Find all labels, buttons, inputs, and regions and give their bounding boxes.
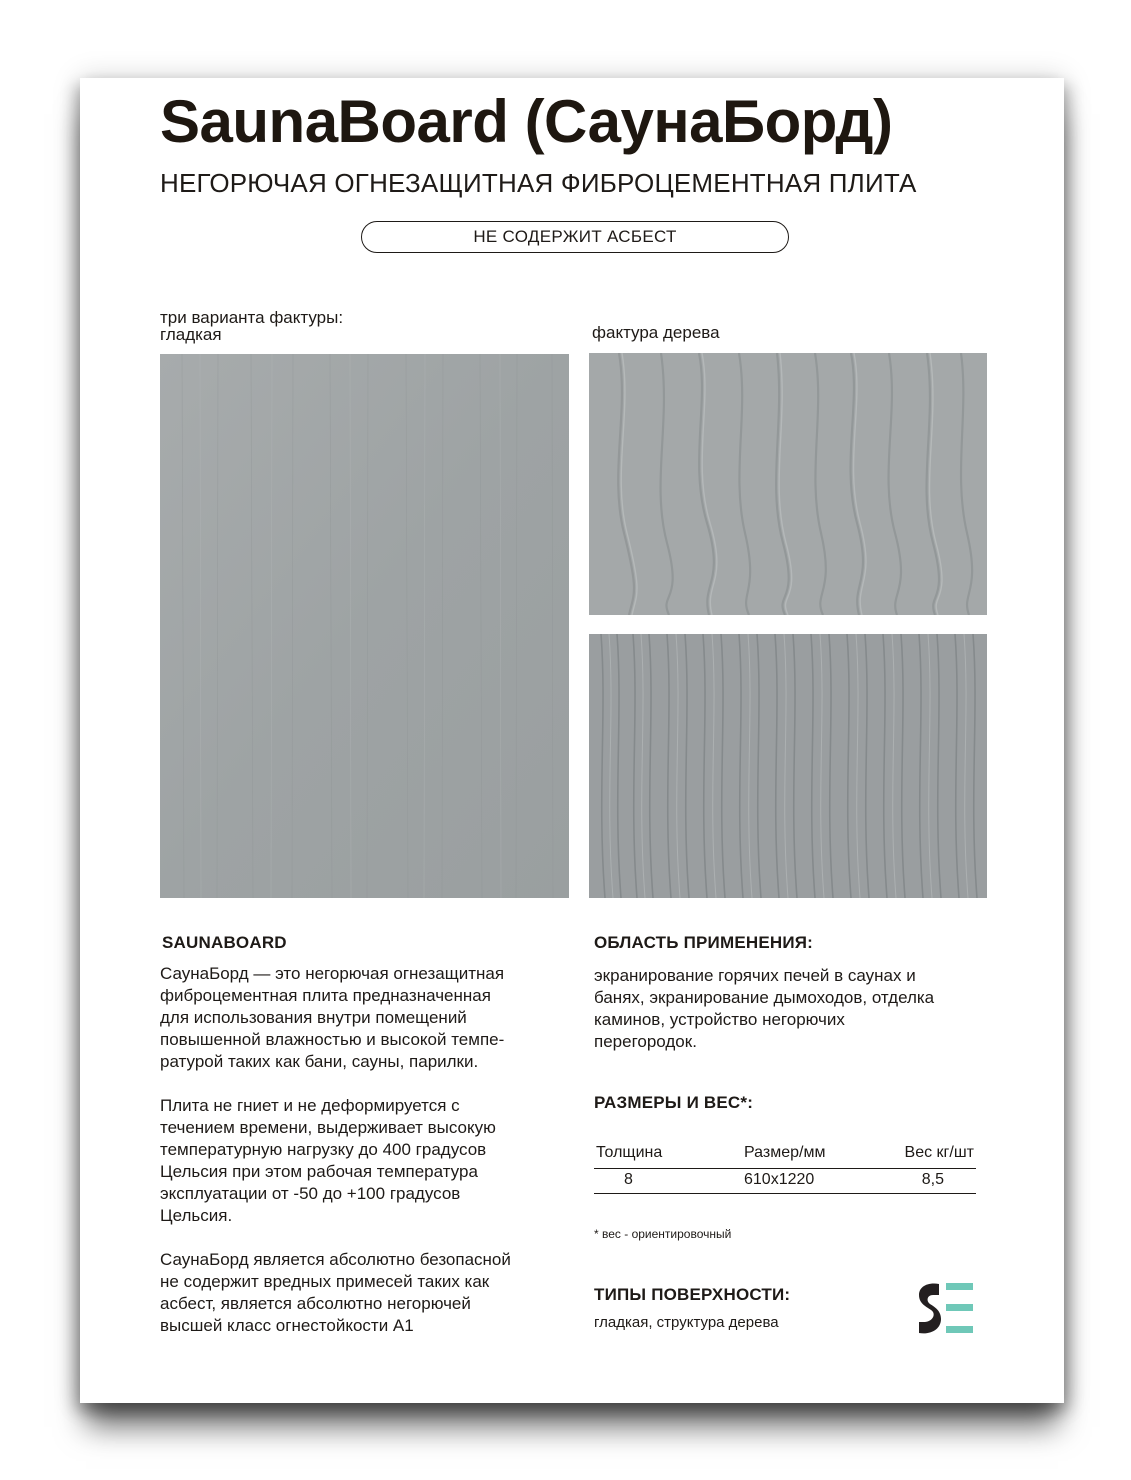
surfaces-text: гладкая, структура дерева	[594, 1314, 779, 1331]
smooth-texture-image	[160, 354, 569, 898]
application-heading: ОБЛАСТЬ ПРИМЕНЕНИЯ:	[594, 933, 814, 952]
column-header-thickness: Толщина	[594, 1142, 726, 1169]
about-text	[160, 963, 580, 1359]
sizes-table-header-row	[594, 1142, 976, 1169]
sizes-heading: РАЗМЕРЫ И ВЕС*:	[594, 1093, 754, 1112]
sizes-table-wrapper	[594, 1142, 976, 1194]
smooth-texture-label: гладкая	[160, 325, 222, 344]
weight-footnote: * вес - ориентировочный	[594, 1227, 732, 1241]
surfaces-heading: ТИПЫ ПОВЕРХНОСТИ:	[594, 1285, 791, 1304]
asbestos-free-badge: НЕ СОДЕРЖИТ АСБЕСТ	[361, 221, 789, 253]
wood-texture-image-1	[589, 353, 987, 615]
table-row	[594, 1169, 976, 1194]
about-paragraph-3: СаунаБорд является абсолютно безопасной не содержит вредных примесей таких как асбест, является абсолютно негорючей высшей класс огнестойкости А1	[160, 1250, 511, 1335]
column-header-size: Размер/мм	[726, 1142, 894, 1169]
about-paragraph-1: СаунаБорд — это негорючая огнезащитная фиброцементная плита предназначенная для использования внутри помещений повышенной влажностью и высокой темпе- ратурой таких как бани, сауны, парилки.	[160, 964, 505, 1071]
cell-weight: 8,5	[894, 1169, 976, 1194]
textures-intro: три варианта фактуры:	[160, 308, 344, 327]
about-heading: SAUNABOARD	[162, 933, 287, 952]
application-text: экранирование горячих печей в саунах и банях, экранирование дымоходов, отделка каминов, устройство негорючих перегородок.	[594, 966, 935, 1051]
column-header-weight: Вес кг/шт	[894, 1142, 976, 1169]
cell-thickness: 8	[594, 1169, 726, 1194]
sizes-table	[594, 1142, 976, 1194]
about-paragraph-2: Плита не гниет и не деформируется с течением времени, выдерживает высокую температурную нагрузку до 400 градусов Цельсия при этом рабочая температура эксплуатации от -50 до +100 градусов Цельсия.	[160, 1096, 496, 1225]
wood-texture-image-2	[589, 634, 987, 898]
cell-size: 610x1220	[726, 1169, 894, 1194]
wood-texture-label: фактура дерева	[592, 323, 720, 342]
page-title: SaunaBoard (СаунаБорд)	[160, 88, 893, 155]
page-subtitle: НЕГОРЮЧАЯ ОГНЕЗАЩИТНАЯ ФИБРОЦЕМЕНТНАЯ ПЛИТА	[160, 168, 917, 198]
se-logo	[917, 1281, 975, 1335]
